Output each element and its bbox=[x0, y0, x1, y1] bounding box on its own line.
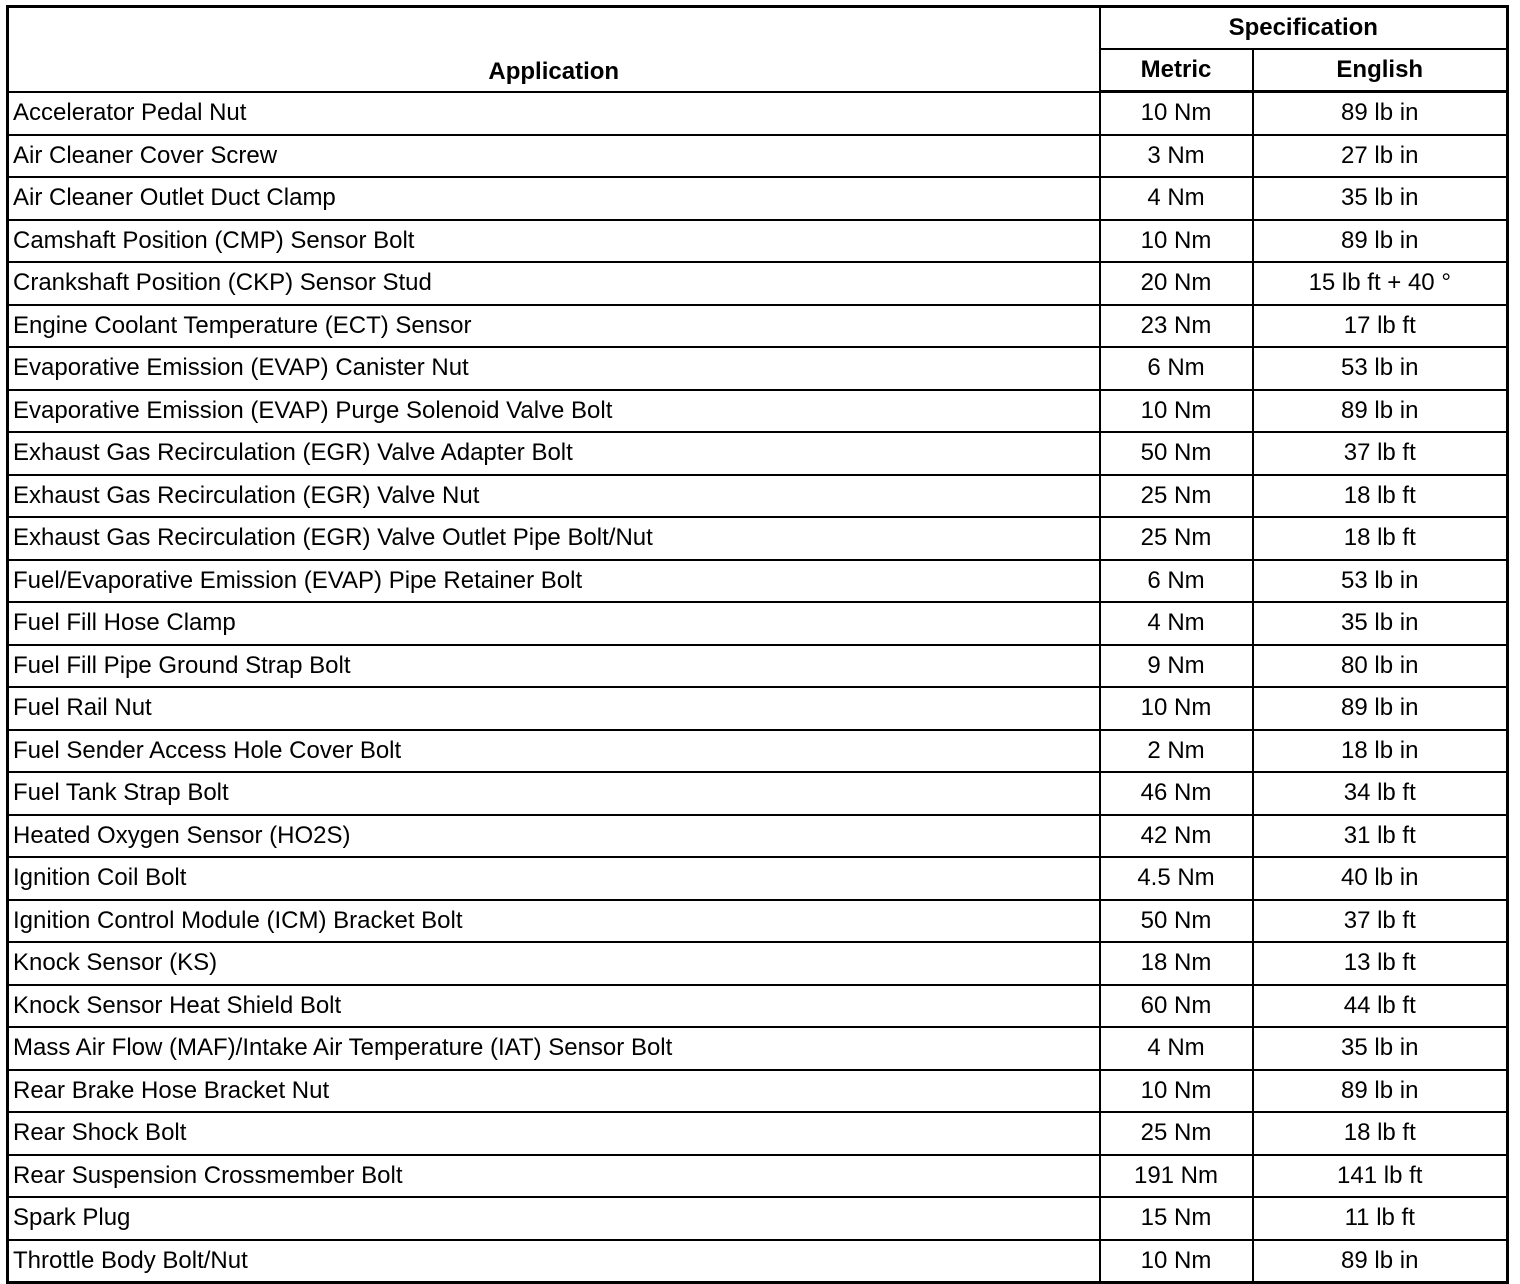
application-cell: Accelerator Pedal Nut bbox=[8, 92, 1100, 135]
english-cell: 27 lb in bbox=[1253, 135, 1508, 178]
table-row bbox=[8, 1027, 1508, 1070]
metric-cell: 20 Nm bbox=[1100, 262, 1253, 305]
english-cell: 89 lb in bbox=[1253, 220, 1508, 263]
application-cell: Fuel Tank Strap Bolt bbox=[8, 772, 1100, 815]
table-row bbox=[8, 857, 1508, 900]
english-cell: 89 lb in bbox=[1253, 1070, 1508, 1113]
metric-cell: 6 Nm bbox=[1100, 560, 1253, 603]
english-cell: 18 lb ft bbox=[1253, 475, 1508, 518]
table-body bbox=[8, 92, 1508, 1283]
table-row bbox=[8, 560, 1508, 603]
application-cell: Crankshaft Position (CKP) Sensor Stud bbox=[8, 262, 1100, 305]
english-cell: 53 lb in bbox=[1253, 347, 1508, 390]
metric-column-header: Metric bbox=[1100, 49, 1253, 92]
metric-cell: 50 Nm bbox=[1100, 432, 1253, 475]
table-row bbox=[8, 390, 1508, 433]
application-cell: Ignition Coil Bolt bbox=[8, 857, 1100, 900]
table-row bbox=[8, 177, 1508, 220]
table-row bbox=[8, 772, 1508, 815]
metric-cell: 25 Nm bbox=[1100, 517, 1253, 560]
english-cell: 11 lb ft bbox=[1253, 1197, 1508, 1240]
metric-cell: 42 Nm bbox=[1100, 815, 1253, 858]
table-row bbox=[8, 815, 1508, 858]
english-cell: 89 lb in bbox=[1253, 1240, 1508, 1283]
application-cell: Fuel/Evaporative Emission (EVAP) Pipe Retainer Bolt bbox=[8, 560, 1100, 603]
table-row bbox=[8, 135, 1508, 178]
application-cell: Camshaft Position (CMP) Sensor Bolt bbox=[8, 220, 1100, 263]
application-cell: Heated Oxygen Sensor (HO2S) bbox=[8, 815, 1100, 858]
metric-cell: 46 Nm bbox=[1100, 772, 1253, 815]
table-row bbox=[8, 1112, 1508, 1155]
english-cell: 15 lb ft + 40 ° bbox=[1253, 262, 1508, 305]
table-row bbox=[8, 347, 1508, 390]
table-row bbox=[8, 985, 1508, 1028]
english-cell: 18 lb ft bbox=[1253, 1112, 1508, 1155]
metric-cell: 10 Nm bbox=[1100, 687, 1253, 730]
english-cell: 17 lb ft bbox=[1253, 305, 1508, 348]
metric-cell: 25 Nm bbox=[1100, 475, 1253, 518]
metric-cell: 6 Nm bbox=[1100, 347, 1253, 390]
table-row bbox=[8, 305, 1508, 348]
application-cell: Exhaust Gas Recirculation (EGR) Valve Outlet Pipe Bolt/Nut bbox=[8, 517, 1100, 560]
metric-cell: 60 Nm bbox=[1100, 985, 1253, 1028]
table-row bbox=[8, 1155, 1508, 1198]
application-cell: Spark Plug bbox=[8, 1197, 1100, 1240]
application-cell: Ignition Control Module (ICM) Bracket Bolt bbox=[8, 900, 1100, 943]
table-row bbox=[8, 645, 1508, 688]
metric-cell: 9 Nm bbox=[1100, 645, 1253, 688]
table-header bbox=[8, 7, 1508, 92]
table-row bbox=[8, 220, 1508, 263]
metric-cell: 15 Nm bbox=[1100, 1197, 1253, 1240]
application-cell: Fuel Rail Nut bbox=[8, 687, 1100, 730]
english-cell: 44 lb ft bbox=[1253, 985, 1508, 1028]
metric-cell: 25 Nm bbox=[1100, 1112, 1253, 1155]
metric-cell: 50 Nm bbox=[1100, 900, 1253, 943]
metric-cell: 3 Nm bbox=[1100, 135, 1253, 178]
torque-specification-table bbox=[6, 5, 1509, 1284]
application-cell: Evaporative Emission (EVAP) Purge Solenoid Valve Bolt bbox=[8, 390, 1100, 433]
table-row bbox=[8, 942, 1508, 985]
english-cell: 13 lb ft bbox=[1253, 942, 1508, 985]
metric-cell: 10 Nm bbox=[1100, 1070, 1253, 1113]
table-row bbox=[8, 900, 1508, 943]
application-cell: Rear Shock Bolt bbox=[8, 1112, 1100, 1155]
metric-cell: 10 Nm bbox=[1100, 92, 1253, 135]
english-cell: 35 lb in bbox=[1253, 1027, 1508, 1070]
table-row bbox=[8, 602, 1508, 645]
english-cell: 37 lb ft bbox=[1253, 432, 1508, 475]
application-cell: Air Cleaner Outlet Duct Clamp bbox=[8, 177, 1100, 220]
metric-cell: 4 Nm bbox=[1100, 1027, 1253, 1070]
application-cell: Knock Sensor Heat Shield Bolt bbox=[8, 985, 1100, 1028]
metric-cell: 4 Nm bbox=[1100, 177, 1253, 220]
specification-group-header: Specification bbox=[1100, 7, 1508, 50]
english-cell: 80 lb in bbox=[1253, 645, 1508, 688]
english-cell: 34 lb ft bbox=[1253, 772, 1508, 815]
metric-cell: 4.5 Nm bbox=[1100, 857, 1253, 900]
application-cell: Mass Air Flow (MAF)/Intake Air Temperature (IAT) Sensor Bolt bbox=[8, 1027, 1100, 1070]
table-row bbox=[8, 92, 1508, 135]
application-cell: Throttle Body Bolt/Nut bbox=[8, 1240, 1100, 1283]
english-cell: 18 lb ft bbox=[1253, 517, 1508, 560]
table-row bbox=[8, 1197, 1508, 1240]
english-cell: 31 lb ft bbox=[1253, 815, 1508, 858]
application-cell: Fuel Sender Access Hole Cover Bolt bbox=[8, 730, 1100, 773]
table-row bbox=[8, 262, 1508, 305]
english-cell: 40 lb in bbox=[1253, 857, 1508, 900]
metric-cell: 10 Nm bbox=[1100, 1240, 1253, 1283]
english-cell: 35 lb in bbox=[1253, 602, 1508, 645]
table-row bbox=[8, 687, 1508, 730]
english-cell: 89 lb in bbox=[1253, 687, 1508, 730]
application-cell: Fuel Fill Pipe Ground Strap Bolt bbox=[8, 645, 1100, 688]
metric-cell: 18 Nm bbox=[1100, 942, 1253, 985]
english-cell: 89 lb in bbox=[1253, 92, 1508, 135]
table-row bbox=[8, 517, 1508, 560]
table-row bbox=[8, 730, 1508, 773]
metric-cell: 4 Nm bbox=[1100, 602, 1253, 645]
metric-cell: 2 Nm bbox=[1100, 730, 1253, 773]
english-cell: 35 lb in bbox=[1253, 177, 1508, 220]
english-cell: 89 lb in bbox=[1253, 390, 1508, 433]
application-column-header: Application bbox=[8, 7, 1100, 92]
english-column-header: English bbox=[1253, 49, 1508, 92]
application-cell: Exhaust Gas Recirculation (EGR) Valve Nut bbox=[8, 475, 1100, 518]
table-row bbox=[8, 432, 1508, 475]
application-cell: Engine Coolant Temperature (ECT) Sensor bbox=[8, 305, 1100, 348]
application-cell: Rear Brake Hose Bracket Nut bbox=[8, 1070, 1100, 1113]
english-cell: 53 lb in bbox=[1253, 560, 1508, 603]
application-cell: Air Cleaner Cover Screw bbox=[8, 135, 1100, 178]
table-row bbox=[8, 1070, 1508, 1113]
metric-cell: 191 Nm bbox=[1100, 1155, 1253, 1198]
table-row bbox=[8, 1240, 1508, 1283]
table-row bbox=[8, 475, 1508, 518]
metric-cell: 10 Nm bbox=[1100, 220, 1253, 263]
application-cell: Exhaust Gas Recirculation (EGR) Valve Adapter Bolt bbox=[8, 432, 1100, 475]
english-cell: 37 lb ft bbox=[1253, 900, 1508, 943]
english-cell: 18 lb in bbox=[1253, 730, 1508, 773]
application-cell: Evaporative Emission (EVAP) Canister Nut bbox=[8, 347, 1100, 390]
application-cell: Rear Suspension Crossmember Bolt bbox=[8, 1155, 1100, 1198]
application-cell: Fuel Fill Hose Clamp bbox=[8, 602, 1100, 645]
application-cell: Knock Sensor (KS) bbox=[8, 942, 1100, 985]
metric-cell: 23 Nm bbox=[1100, 305, 1253, 348]
metric-cell: 10 Nm bbox=[1100, 390, 1253, 433]
english-cell: 141 lb ft bbox=[1253, 1155, 1508, 1198]
